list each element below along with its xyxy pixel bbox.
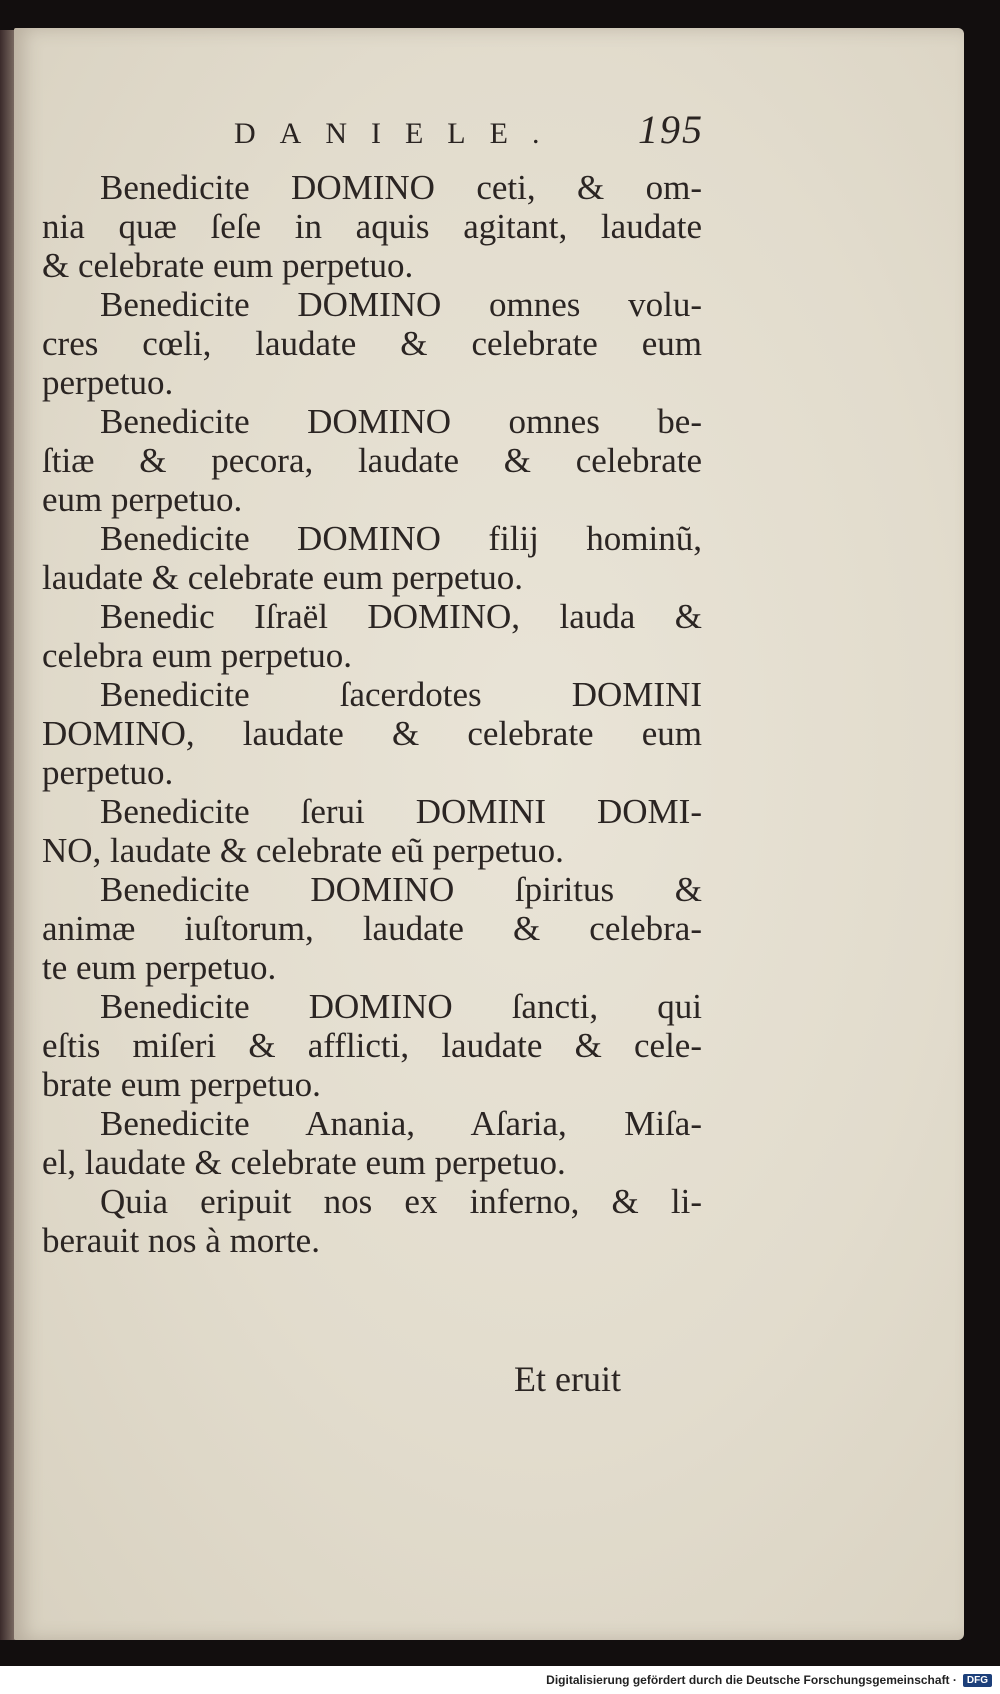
text-line: te eum perpetuo. [42, 948, 277, 987]
text-line: Benedicite Anania, Aſaria, Miſa- [100, 1104, 702, 1143]
text-line: Benedicite DOMINO omnes be- [100, 402, 702, 441]
text-line: ſtiæ & pecora, laudate & celebrate [42, 441, 702, 480]
digitization-credit-bar [0, 1666, 1000, 1694]
text-line: laudate & celebrate eum perpetuo. [42, 558, 524, 597]
text-line: Benedic Iſraël DOMINO, lauda & [100, 597, 702, 636]
text-line: Benedicite ſerui DOMINI DOMI- [100, 792, 702, 831]
text-line: Quia eripuit nos ex inferno, & li- [100, 1182, 702, 1221]
text-line: berauit nos à morte. [42, 1221, 320, 1260]
running-head-title: DANIELE. [234, 117, 564, 150]
text-line: nia quæ ſeſe in aquis agitant, laudate [42, 207, 702, 246]
text-line: Benedicite DOMINO ſancti, qui [100, 987, 702, 1026]
text-line: NO, laudate & celebrate eũ perpetuo. [42, 831, 564, 870]
text-block [42, 168, 702, 1260]
text-line: celebra eum perpetuo. [42, 636, 352, 675]
digitization-credit: Digitalisierung gefördert durch die Deutsche Forschungsgemeinschaft · [546, 1673, 957, 1687]
text-line: Benedicite DOMINO ſpiritus & [100, 870, 702, 909]
text-line: Benedicite DOMINO filij hominũ, [100, 519, 702, 558]
text-line: cres cœli, laudate & celebrate eum [42, 324, 702, 363]
text-line: Benedicite ſacerdotes DOMINI [100, 675, 702, 714]
running-head [234, 106, 704, 166]
text-line: perpetuo. [42, 753, 174, 792]
text-line: Benedicite DOMINO ceti, & om- [100, 168, 702, 207]
text-line: DOMINO, laudate & celebrate eum [42, 714, 702, 753]
text-line: eum perpetuo. [42, 480, 243, 519]
text-line: eſtis miſeri & afflicti, laudate & cele- [42, 1026, 702, 1065]
catchword: Et eruit [514, 1359, 621, 1399]
book-page [14, 28, 964, 1640]
text-line: el, laudate & celebrate eum perpetuo. [42, 1143, 566, 1182]
text-line: brate eum perpetuo. [42, 1065, 321, 1104]
text-line: perpetuo. [42, 363, 174, 402]
text-line: & celebrate eum perpetuo. [42, 246, 414, 285]
text-line: animæ iuſtorum, laudate & celebra- [42, 909, 702, 948]
dfg-logo: DFG [963, 1674, 992, 1687]
text-line: Benedicite DOMINO omnes volu- [100, 285, 702, 324]
page-number: 195 [638, 107, 704, 152]
